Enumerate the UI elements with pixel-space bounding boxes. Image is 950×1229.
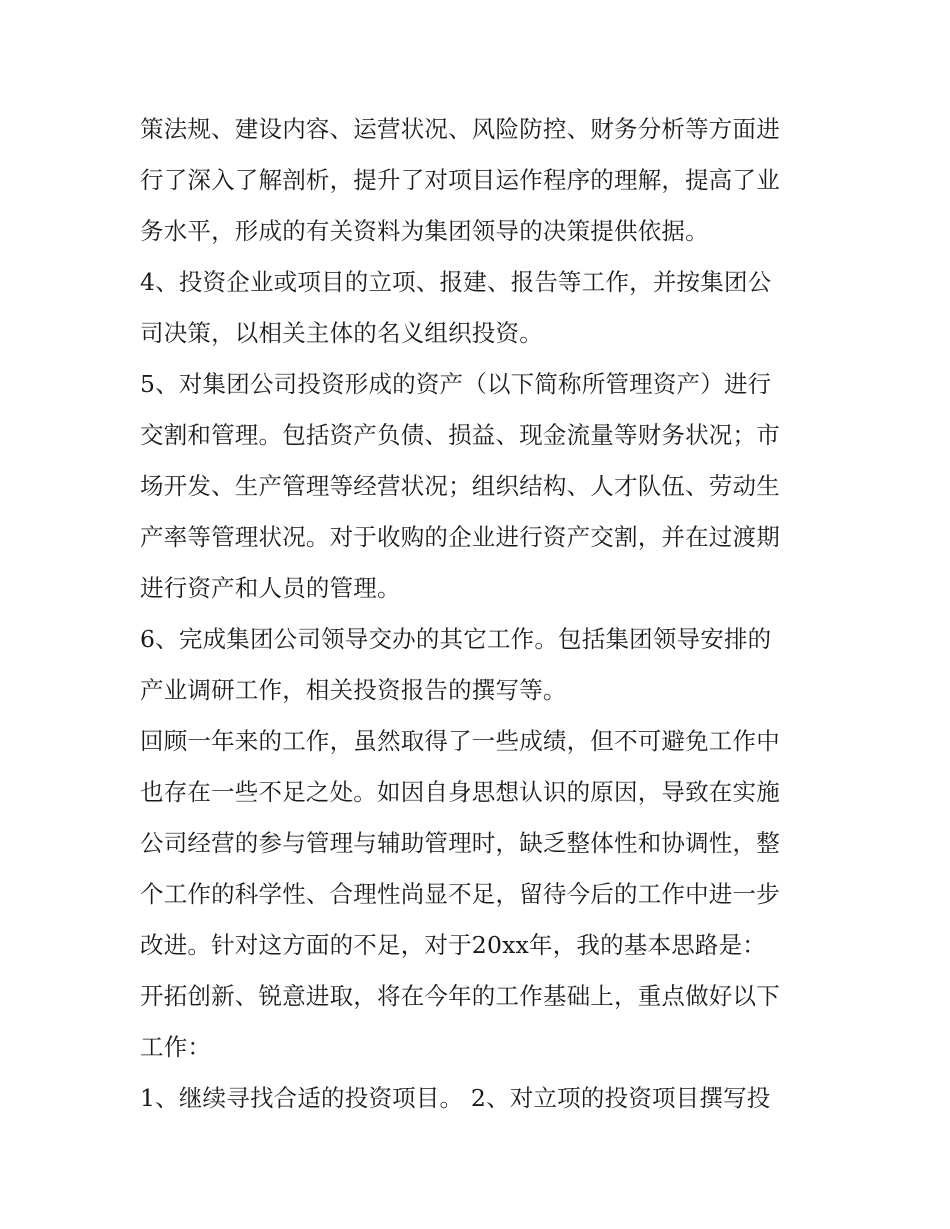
text-line: 回顾一年来的工作，虽然取得了一些成绩，但不可避免工作中	[140, 727, 780, 755]
text-line: 交割和管理。包括资产负债、损益、现金流量等财务状况；市	[140, 421, 780, 449]
text-line: 也存在一些不足之处。如因自身思想认识的原因，导致在实施	[140, 778, 780, 806]
text-line: 个工作的科学性、合理性尚显不足，留待今后的工作中进一步	[140, 880, 780, 908]
text-line: 公司经营的参与管理与辅助管理时，缺乏整体性和协调性，整	[140, 829, 780, 857]
text-line: 开拓创新、锐意进取，将在今年的工作基础上，重点做好以下	[140, 982, 780, 1010]
text-line: 改进。针对这方面的不足，对于20xx年，我的基本思路是：	[140, 931, 767, 959]
text-line: 工作：	[140, 1033, 212, 1061]
text-line: 产业调研工作，相关投资报告的撰写等。	[140, 676, 567, 704]
document-body	[140, 104, 820, 1124]
text-line: 策法规、建设内容、运营状况、风险防控、财务分析等方面进	[140, 115, 780, 143]
text-line: 场开发、生产管理等经营状况；组织结构、人才队伍、劳动生	[140, 472, 780, 500]
text-line: 产率等管理状况。对于收购的企业进行资产交割，并在过渡期	[140, 523, 780, 551]
text-line: 司决策，以相关主体的名义组织投资。	[140, 319, 543, 347]
text-line: 1、继续寻找合适的投资项目。 2、对立项的投资项目撰写投	[140, 1084, 771, 1112]
text-line: 进行资产和人员的管理。	[140, 574, 401, 602]
text-line: 6、完成集团公司领导交办的其它工作。包括集团领导安排的	[140, 625, 772, 653]
text-line: 务水平，形成的有关资料为集团领导的决策提供依据。	[140, 217, 709, 245]
text-line: 行了深入了解剖析，提升了对项目运作程序的理解，提高了业	[140, 166, 780, 194]
text-line: 5、对集团公司投资形成的资产（以下简称所管理资产）进行	[140, 370, 772, 398]
text-line: 4、投资企业或项目的立项、报建、报告等工作，并按集团公	[140, 268, 772, 296]
